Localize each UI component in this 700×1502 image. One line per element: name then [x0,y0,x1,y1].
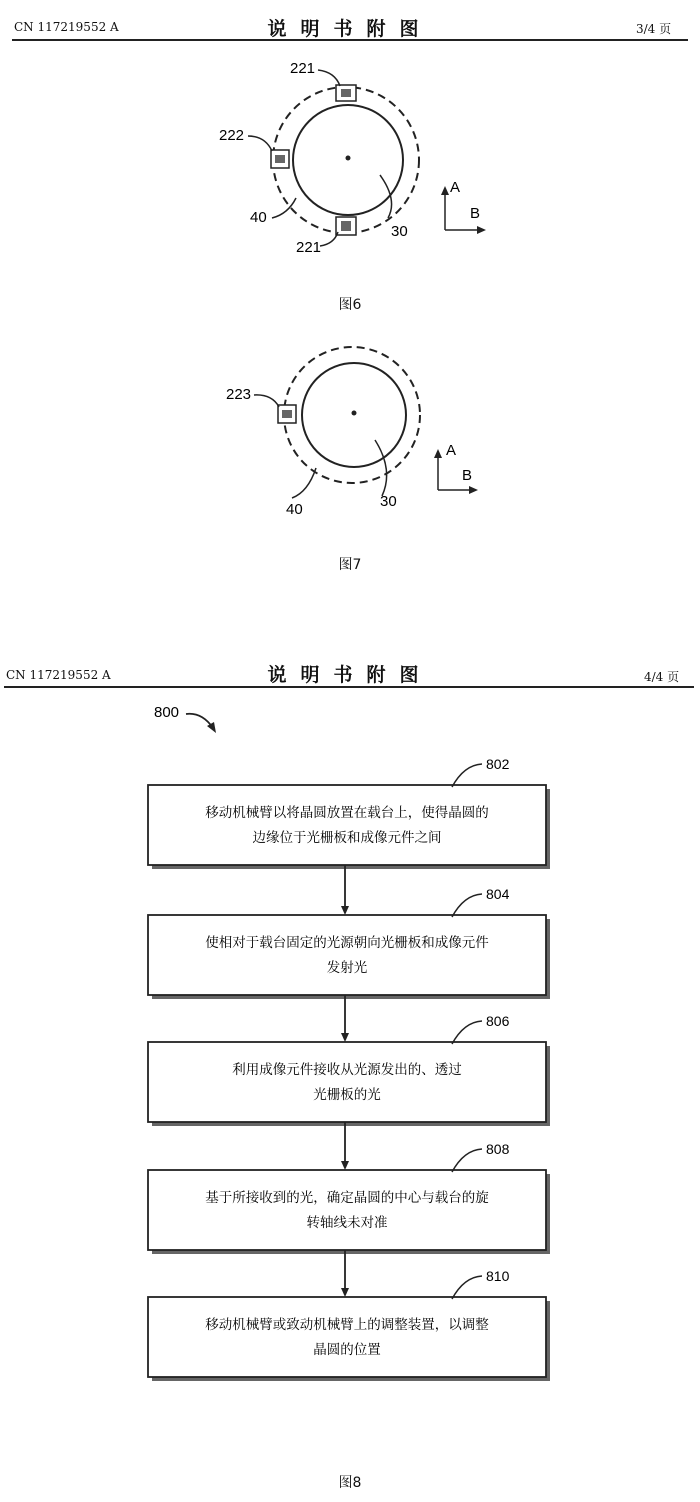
axis-label-b: B [462,467,473,484]
step-text-line-1: 基于所接收到的光，确定晶圆的中心与载台的旋 [205,1190,489,1206]
step-ref-label: 802 [486,756,510,772]
step-text-line-2: 晶圆的位置 [313,1342,381,1358]
page-indicator: 4/4 页 [644,670,680,684]
outer-ring-40 [273,87,419,233]
outer-ring-40 [284,347,420,483]
page-header [0,12,700,42]
step-ref-label: 804 [486,886,510,902]
flow-ref-800: 800 [154,704,180,721]
sensor-221-top [336,85,356,101]
step-text-line-2: 边缘位于光栅板和成像元件之间 [252,830,442,846]
label-223: 223 [226,386,252,403]
axis-label-a: A [450,179,461,196]
flow-step-808 [148,1141,550,1254]
step-text-line-1: 使相对于载台固定的光源朝向光栅板和成像元件 [205,935,489,951]
patent-page-4 [0,650,700,1502]
figure-6-caption: 图6 [338,297,362,313]
label-221-bottom: 221 [296,239,322,256]
flow-step-804 [148,886,550,999]
sensor-223-left [278,405,296,423]
patent-number: CN 117219552 A [14,20,119,34]
flow-arrow [341,1250,349,1297]
step-text-line-1: 利用成像元件接收从光源发出的、透过 [232,1062,462,1078]
page-indicator: 3/4 页 [636,22,672,36]
figure-8-caption: 图8 [338,1475,362,1491]
step-ref-label: 808 [486,1141,510,1157]
flow-arrow [341,995,349,1042]
header-title: 说明书附图 [267,664,433,686]
step-text-line-1: 移动机械臂以将晶圆放置在载台上，使得晶圆的 [205,805,489,821]
figure-7 [0,340,700,540]
sensor-221-bottom [336,217,356,235]
patent-page-3 [0,0,700,620]
step-ref-label: 810 [486,1268,510,1284]
figure-8-flowchart [0,650,700,1470]
axis-indicator [434,442,478,494]
patent-number: CN 117219552 A [6,668,111,682]
flow-step-810 [148,1268,550,1381]
figure-6 [0,40,700,330]
step-text-line-1: 移动机械臂或致动机械臂上的调整装置，以调整 [205,1317,489,1333]
step-text-line-2: 发射光 [326,960,368,976]
step-text-line-2: 转轴线未对准 [306,1215,388,1231]
label-30: 30 [380,493,397,510]
wafer-center-dot [352,411,357,416]
header-title: 说明书附图 [267,18,433,40]
label-40: 40 [250,209,267,226]
sensor-222-left [271,150,289,168]
label-221-top: 221 [290,60,316,77]
step-text-line-2: 光栅板的光 [313,1087,381,1103]
axis-label-a: A [446,442,457,459]
step-ref-label: 806 [486,1013,510,1029]
axis-label-b: B [470,205,481,222]
flow-step-802 [148,756,550,869]
wafer-center-dot [346,156,351,161]
flow-arrow [341,1122,349,1170]
flow-step-806 [148,1013,550,1126]
label-40: 40 [286,501,303,518]
label-30: 30 [391,223,408,240]
flow-arrow [341,865,349,915]
label-222: 222 [219,127,245,144]
axis-indicator [441,179,486,234]
figure-7-caption: 图7 [338,557,362,573]
